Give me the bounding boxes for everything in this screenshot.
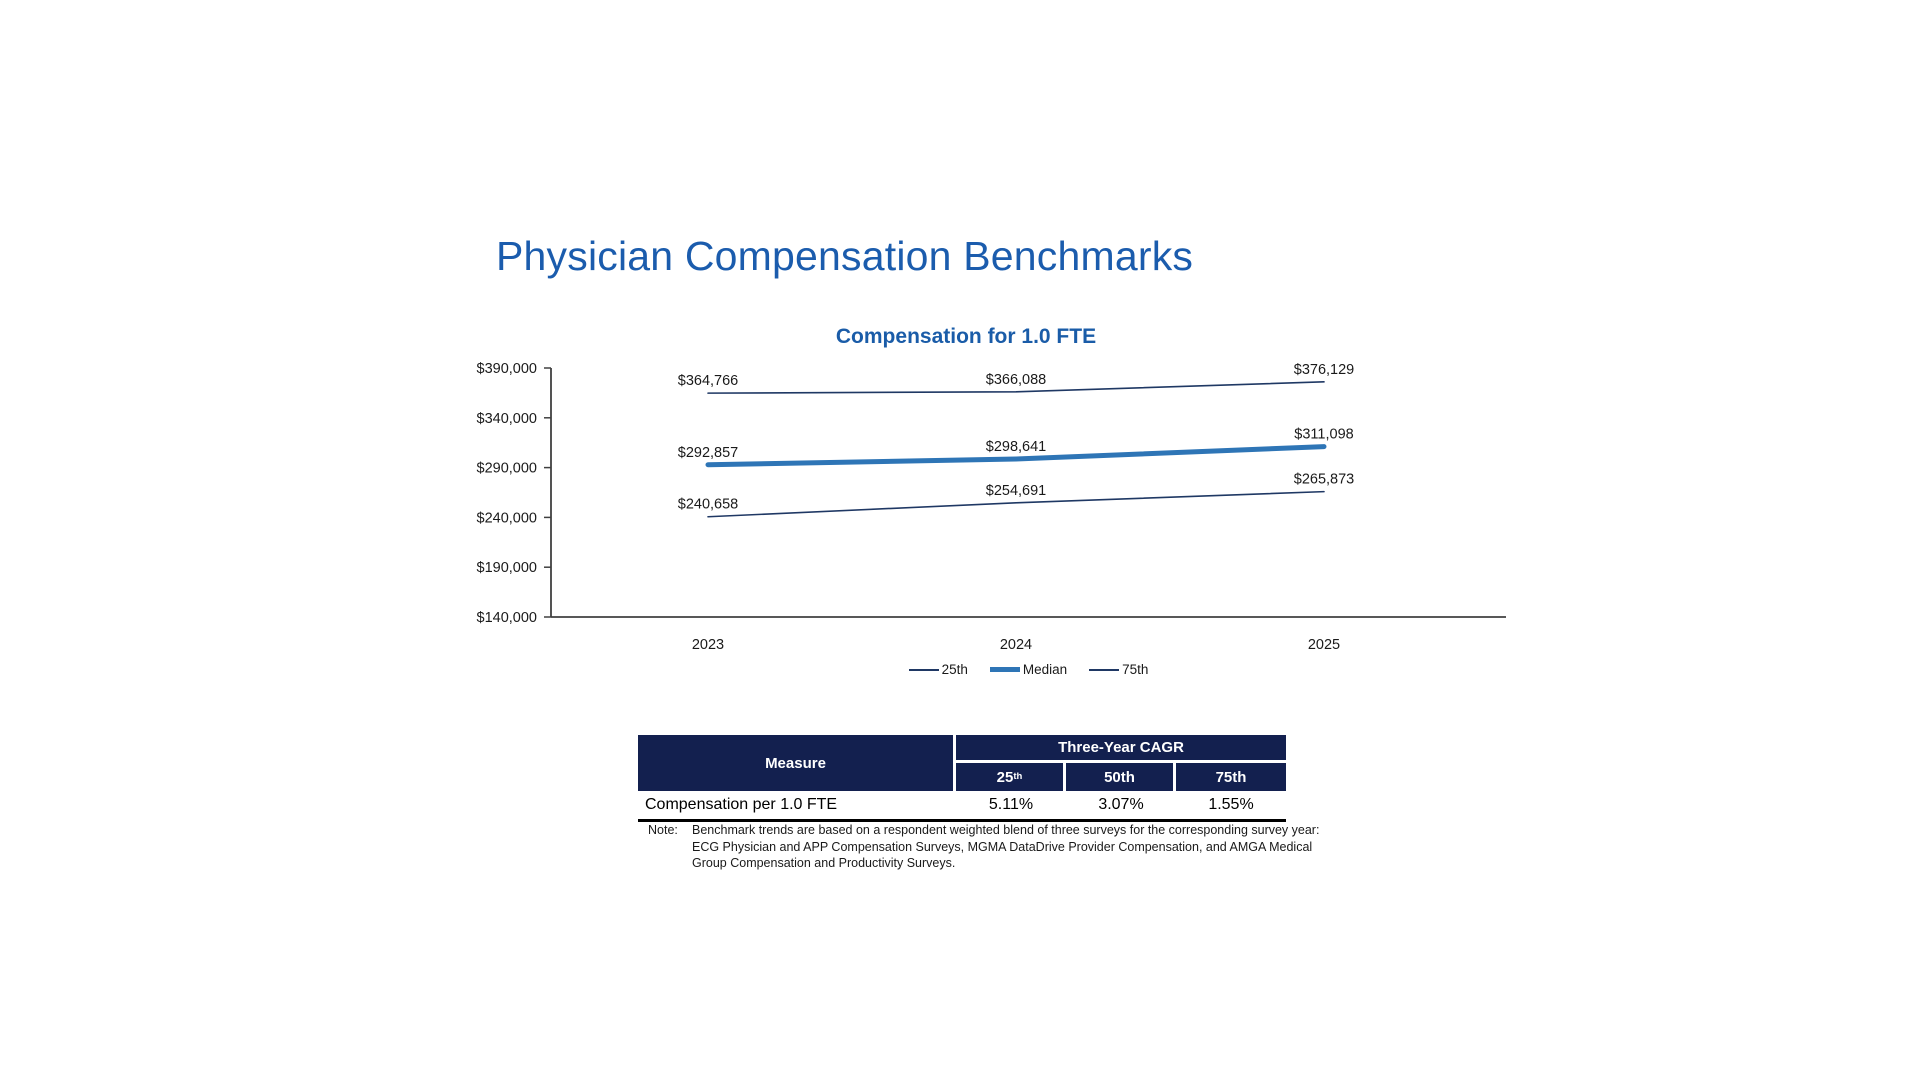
data-label-75th-2025: $376,129 xyxy=(1293,361,1355,378)
data-label-75th-2023: $364,766 xyxy=(677,373,739,390)
table-header-75th xyxy=(1176,763,1286,791)
legend-item-25th xyxy=(909,662,968,677)
data-label-25th-2024: $254,691 xyxy=(985,482,1047,499)
note-text-line-1: Benchmark trends are based on a respondent weighted blend of three surveys for the corresponding survey year: xyxy=(692,823,1320,837)
legend-item-75th xyxy=(1089,662,1148,677)
cagr-table xyxy=(638,735,1286,822)
table-cell-50th-value: 3.07% xyxy=(1066,791,1176,819)
page-title: Physician Compensation Benchmarks xyxy=(496,233,1194,279)
data-label-25th-2023: $240,658 xyxy=(677,496,739,513)
legend-line-swatch xyxy=(909,669,939,671)
table-cell-measure: Compensation per 1.0 FTE xyxy=(638,791,956,819)
table-header-25th: 25 th xyxy=(956,763,1066,791)
x-axis-label: 2023 xyxy=(691,637,725,653)
table-header-group: Three-Year CAGR xyxy=(956,735,1286,763)
table-header-50th xyxy=(1066,763,1176,791)
source-note xyxy=(648,822,1319,872)
data-label-25th-2025: $265,873 xyxy=(1293,471,1355,488)
chart-legend xyxy=(551,662,1506,677)
table-header-50th-base: 50th xyxy=(1104,768,1135,786)
data-label-median-2025: $311,098 xyxy=(1294,426,1354,443)
table-cell-75th-value: 1.55% xyxy=(1176,791,1286,819)
legend-label: Median xyxy=(1022,662,1068,677)
x-axis-label: 2024 xyxy=(999,637,1033,653)
table-header-25th-base: 25 xyxy=(996,768,1014,786)
y-axis-label: $190,000 xyxy=(476,560,537,577)
note-text-line-3: Group Compensation and Productivity Surveys. xyxy=(692,856,956,870)
legend-line-swatch xyxy=(990,667,1020,672)
y-axis-label: $390,000 xyxy=(476,361,537,377)
note-text xyxy=(692,822,1319,872)
chart-title: Compensation for 1.0 FTE xyxy=(835,325,1097,348)
data-label-75th-2024: $366,088 xyxy=(985,371,1047,388)
note-text-line-2: ECG Physician and APP Compensation Surveys, MGMA DataDrive Provider Compensation, and AMGA Medical xyxy=(692,839,1313,854)
table-cell-25th-value: 5.11% xyxy=(956,791,1066,819)
legend-line-swatch xyxy=(1089,669,1119,671)
legend-item-median xyxy=(990,662,1067,677)
data-label-median-2023: $292,857 xyxy=(677,444,739,461)
table-header-75th-base: 75th xyxy=(1215,768,1247,786)
note-label: Note: xyxy=(648,823,678,837)
data-label-median-2024: $298,641 xyxy=(985,438,1047,455)
y-axis-label: $140,000 xyxy=(476,610,537,626)
table-header-measure: Measure xyxy=(638,735,956,791)
x-axis-label: 2025 xyxy=(1307,637,1341,653)
legend-label: 25th xyxy=(941,662,968,677)
y-axis-label: $290,000 xyxy=(476,460,537,477)
y-axis-label: $340,000 xyxy=(476,410,537,427)
y-axis-label: $240,000 xyxy=(476,510,537,527)
legend-label: 75th xyxy=(1122,662,1149,677)
